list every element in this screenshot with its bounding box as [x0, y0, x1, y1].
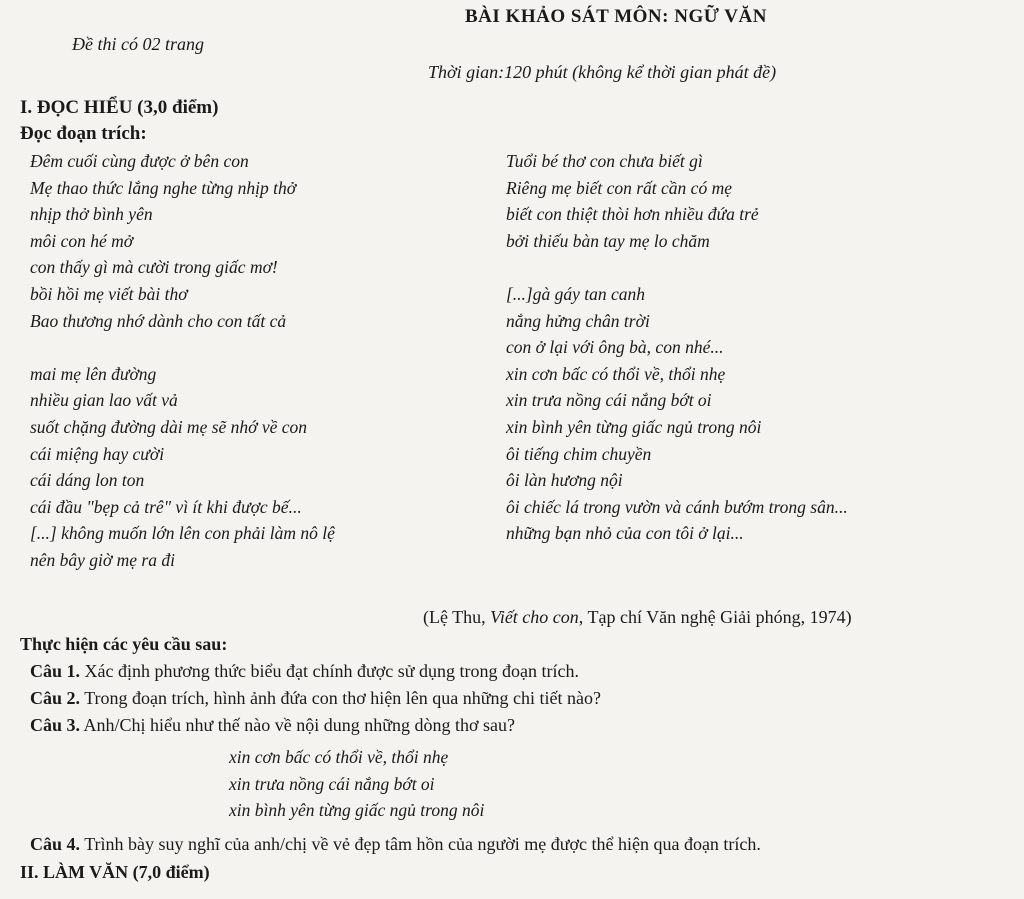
poem-line: mai mẹ lên đường — [30, 363, 157, 384]
poem-line: [...] không muốn lớn lên con phải làm nô lệ — [30, 523, 335, 544]
poem-line: bởi thiếu bàn tay mẹ lo chăm — [506, 230, 710, 251]
poem-right-column — [506, 148, 848, 547]
poem-line — [506, 254, 848, 281]
poem-line: cái đầu "bẹp cả trê" vì ít khi được bế... — [30, 496, 302, 517]
quoted-line: xin bình yên từng giấc ngủ trong nôi — [229, 800, 485, 820]
poem-line: nhiều gian lao vất vả — [30, 390, 178, 411]
poem-line — [30, 334, 335, 361]
poem-line: Tuổi bé thơ con chưa biết gì — [506, 151, 703, 171]
poem-line: bồi hồi mẹ viết bài thơ — [30, 283, 188, 304]
poem-left-column — [30, 148, 335, 574]
poem-line: cái dáng lon ton — [30, 470, 145, 491]
poem-line: ôi tiếng chim chuyền — [506, 443, 652, 464]
writing-section-heading: II. LÀM VĂN (7,0 điểm) — [20, 862, 210, 882]
quoted-line: xin cơn bấc có thổi về, thổi nhẹ — [229, 747, 449, 767]
source-citation: (Lệ Thu, Viết cho con, Tạp chí Văn nghệ Giải phóng, 1974) — [423, 607, 852, 627]
poem-line: Riêng mẹ biết con rất cần có mẹ — [506, 177, 732, 198]
source-work-title: Viết cho con — [490, 607, 579, 627]
poem-line: con thấy gì mà cười trong giấc mơ! — [30, 257, 278, 278]
poem-line: biết con thiệt thòi hơn nhiều đứa trẻ — [506, 204, 759, 225]
quoted-verse — [229, 744, 484, 824]
poem-line: xin cơn bấc có thổi về, thổi nhẹ — [506, 363, 726, 384]
poem-line: ôi chiếc lá trong vườn và cánh bướm trong sân... — [506, 496, 848, 517]
poem-line: nhịp thở bình yên — [30, 204, 153, 225]
poem-line: môi con hé mở — [30, 230, 134, 251]
poem-line: nên bây giờ mẹ ra đi — [30, 549, 175, 570]
poem-line: ôi làn hương nội — [506, 470, 623, 491]
reading-prompt: Đọc đoạn trích: — [20, 123, 147, 144]
poem-line: cái miệng hay cười — [30, 443, 165, 464]
question-4: Câu 4. Trình bày suy nghĩ của anh/chị về vẻ đẹp tâm hồn của người mẹ được thể hiện qua đoạn trích. — [30, 834, 761, 854]
reading-section-heading: I. ĐỌC HIỂU (3,0 điểm) — [20, 97, 219, 118]
poem-line: con ở lại với ông bà, con nhé... — [506, 337, 724, 358]
poem-line: những bạn nhỏ của con tôi ở lại... — [506, 523, 744, 544]
quoted-line: xin trưa nồng cái nắng bớt oi — [229, 773, 435, 794]
tasks-heading: Thực hiện các yêu cầu sau: — [20, 634, 228, 654]
poem-line: nắng hửng chân trời — [506, 310, 650, 331]
question-3: Câu 3. Anh/Chị hiểu như thế nào về nội dung những dòng thơ sau? — [30, 715, 516, 735]
poem-line: [...]gà gáy tan canh — [506, 283, 646, 304]
question-2: Câu 2. Trong đoạn trích, hình ảnh đứa con thơ hiện lên qua những chi tiết nào? — [30, 688, 601, 708]
poem-line: Đêm cuối cùng được ở bên con — [30, 151, 249, 171]
poem-line: xin trưa nồng cái nắng bớt oi — [506, 390, 712, 411]
poem-line: Bao thương nhớ dành cho con tất cả — [30, 310, 287, 331]
question-1: Câu 1. Xác định phương thức biểu đạt chính được sử dụng trong đoạn trích. — [30, 661, 579, 681]
page-count-note: Đề thi có 02 trang — [72, 34, 204, 54]
poem-line: Mẹ thao thức lắng nghe từng nhịp thở — [30, 177, 297, 198]
exam-title: BÀI KHẢO SÁT MÔN: NGỮ VĂN — [465, 6, 767, 27]
poem-line: suốt chặng đường dài mẹ sẽ nhớ về con — [30, 416, 308, 437]
poem-line: xin bình yên từng giấc ngủ trong nôi — [506, 416, 762, 437]
time-limit-note: Thời gian:120 phút (không kể thời gian phát đề) — [428, 62, 777, 82]
